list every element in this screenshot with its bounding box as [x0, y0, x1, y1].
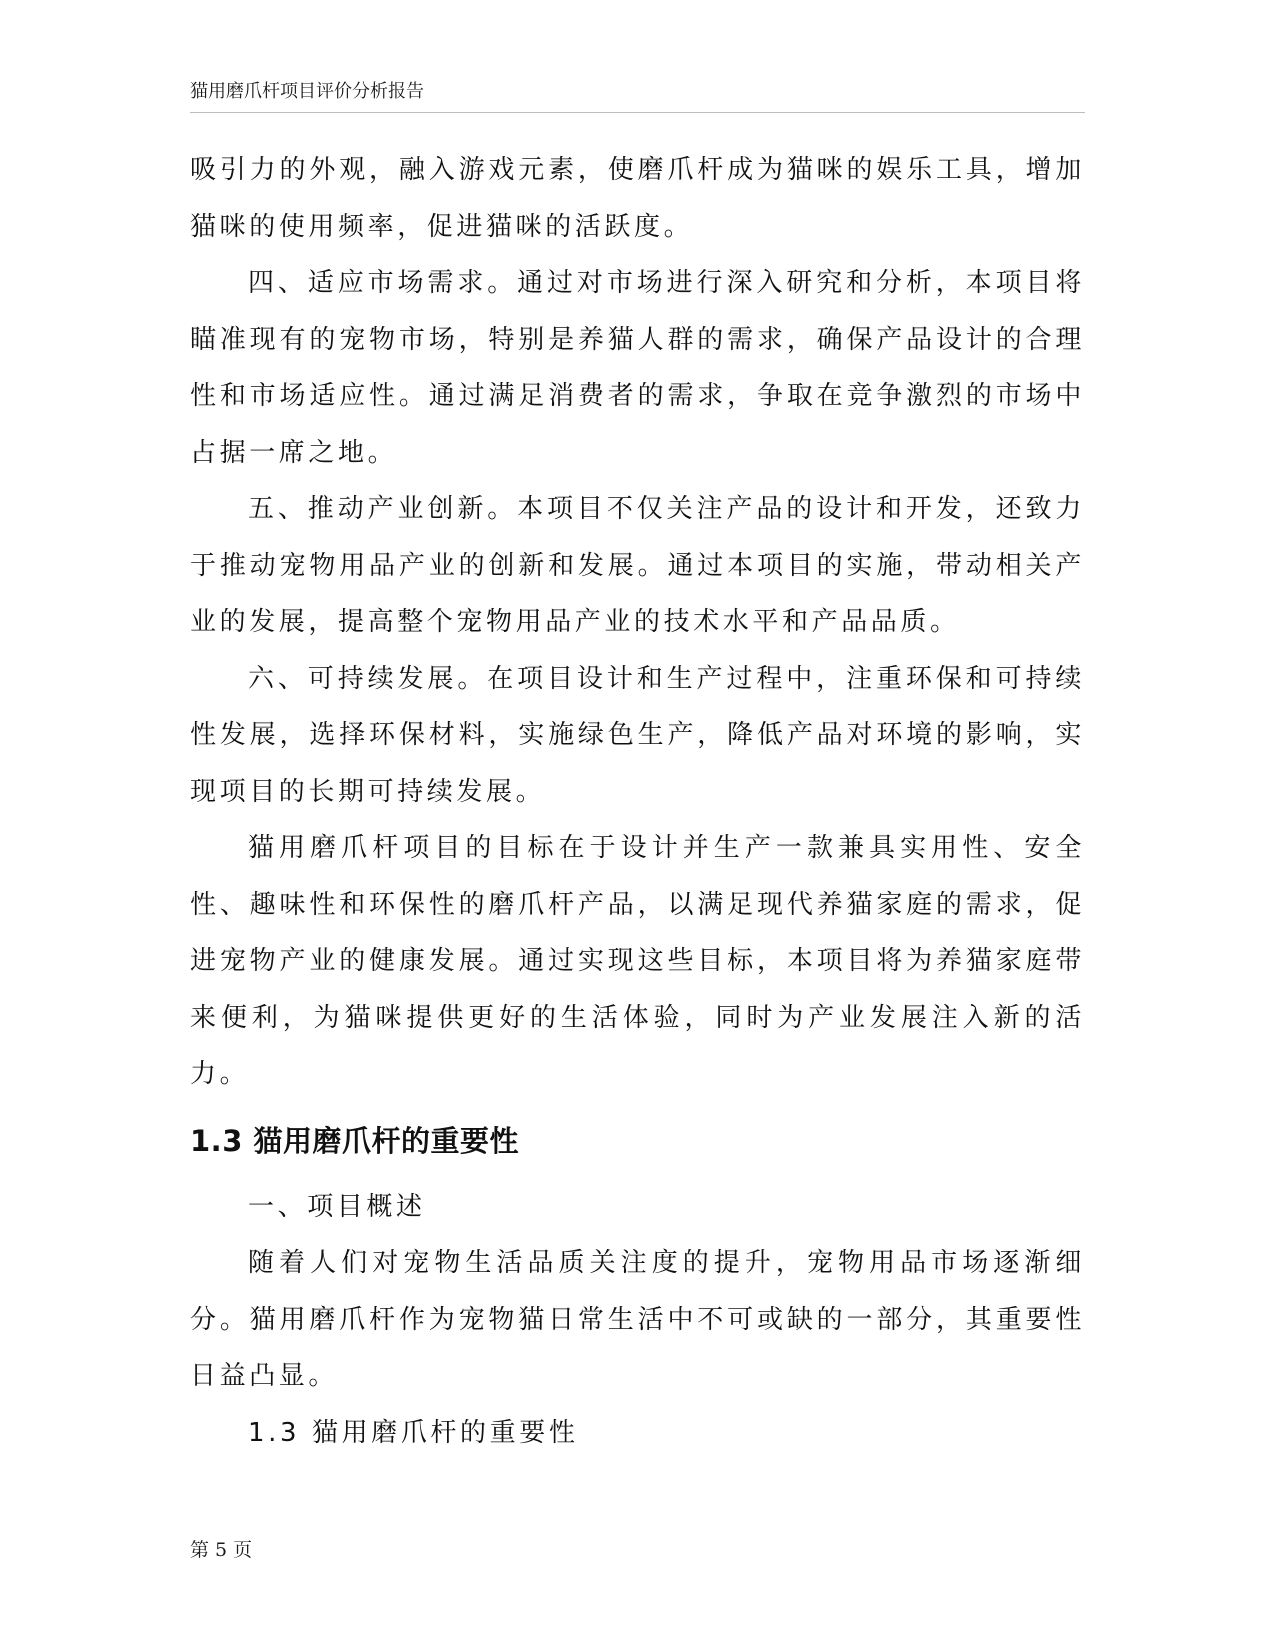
- document-body: [190, 142, 1085, 1461]
- page-header: 猫用磨爪杆项目评价分析报告: [190, 81, 424, 102]
- body-paragraph: 猫用磨爪杆项目的目标在于设计并生产一款兼具实用性、安全性、趣味性和环保性的磨爪杆产品，以满足现代养猫家庭的需求，促进宠物产业的健康发展。通过实现这些目标，本项目将为养猫家庭带来便利，为猫咪提供更好的生活体验，同时为产业发展注入新的活力。: [190, 833, 1085, 1089]
- header-divider: [190, 112, 1085, 113]
- body-paragraph: 四、适应市场需求。通过对市场进行深入研究和分析，本项目将瞄准现有的宠物市场，特别是养猫人群的需求，确保产品设计的合理性和市场适应性。通过满足消费者的需求，争取在竞争激烈的市场中占据一席之地。: [190, 268, 1085, 468]
- subsection-title: 1.3 猫用磨爪杆的重要性: [248, 1417, 579, 1448]
- body-paragraph: 随着人们对宠物生活品质关注度的提升，宠物用品市场逐渐细分。猫用磨爪杆作为宠物猫日常生活中不可或缺的一部分，其重要性日益凸显。: [190, 1248, 1085, 1391]
- body-paragraph: 五、推动产业创新。本项目不仅关注产品的设计和开发，还致力于推动宠物用品产业的创新和发展。通过本项目的实施，带动相关产业的发展，提高整个宠物用品产业的技术水平和产品品质。: [190, 494, 1085, 637]
- page-number: 第 5 页: [190, 1539, 253, 1561]
- subsection-label: 一、项目概述: [248, 1191, 426, 1222]
- section-heading: 1.3 猫用磨爪杆的重要性: [190, 1123, 519, 1158]
- body-paragraph: 六、可持续发展。在项目设计和生产过程中，注重环保和可持续性发展，选择环保材料，实施绿色生产，降低产品对环境的影响，实现项目的长期可持续发展。: [190, 663, 1085, 807]
- body-paragraph: 吸引力的外观，融入游戏元素，使磨爪杆成为猫咪的娱乐工具，增加猫咪的使用频率，促进猫咪的活跃度。: [190, 155, 1085, 242]
